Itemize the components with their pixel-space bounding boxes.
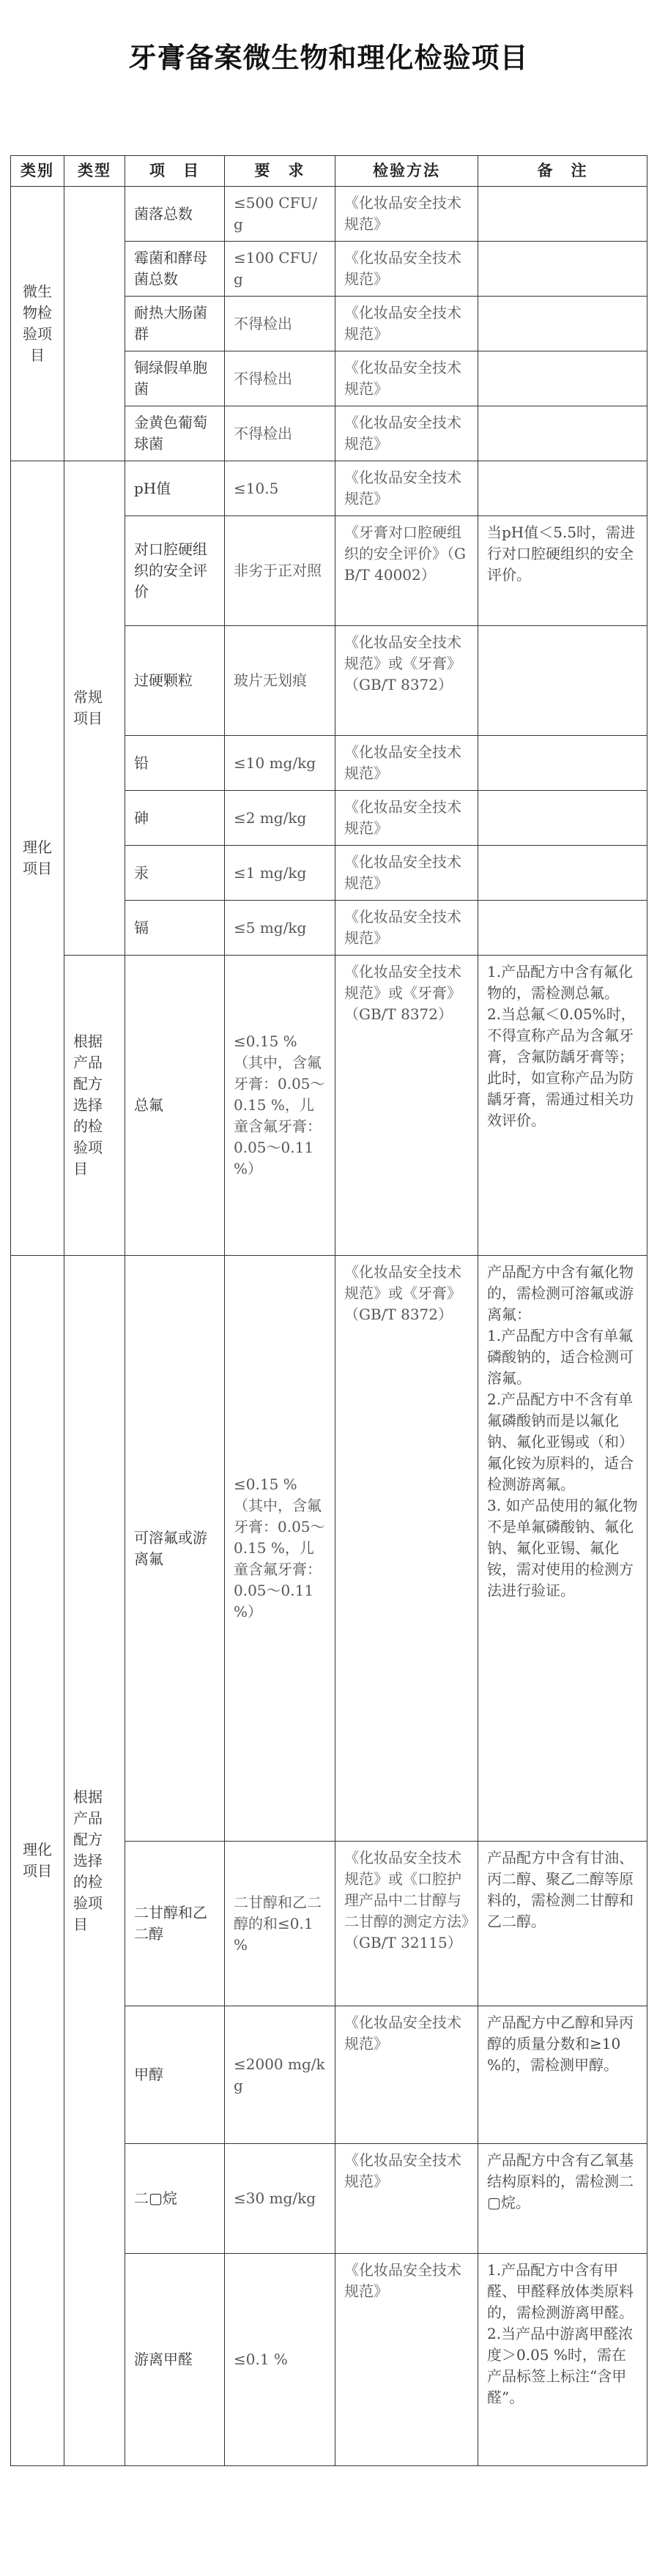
note-cell (478, 242, 647, 297)
type-cell (64, 187, 125, 461)
type-cell: 根据产品配方选择的检验项目 (64, 956, 125, 1256)
requirement-cell: ≤1 mg/kg (225, 846, 335, 901)
item-cell: 过硬颗粒 (125, 626, 225, 736)
table-row (11, 956, 647, 1256)
table-header-row (11, 156, 647, 187)
requirement-cell: ≤2000 mg/kg (225, 2006, 335, 2144)
item-cell: pH值 (125, 461, 225, 516)
note-cell: 当pH值＜5.5时，需进行对口腔硬组织的安全评价。 (478, 516, 647, 626)
item-cell: 游离甲醛 (125, 2254, 225, 2466)
note-cell: 产品配方中含有氟化物的，需检测可溶氟或游离氟： 1.产品配方中含有单氟磷酸钠的，适合检测可溶氟。 2.产品配方中不含有单氟磷酸钠而是以氟化钠、氟化亚锡或（和）氟化铵为原料的，适合检测游离氟。 3. 如产品使用的氟化物不是单氟磷酸钠、氟化钠、氟化亚锡、氟化铵，需对使用的检测方法进行验证。 (478, 1256, 647, 1842)
note-cell (478, 351, 647, 406)
requirement-cell: 二甘醇和乙二醇的和≤0.1 % (225, 1842, 335, 2006)
method-cell: 《化妆品安全技术规范》 (335, 2006, 478, 2144)
method-cell: 《化妆品安全技术规范》 (335, 2144, 478, 2254)
note-cell (478, 846, 647, 901)
note-cell (478, 297, 647, 351)
requirement-cell: ≤10.5 (225, 461, 335, 516)
header-item: 项 目 (125, 156, 225, 187)
requirement-cell: 不得检出 (225, 351, 335, 406)
method-cell: 《化妆品安全技术规范》 (335, 406, 478, 461)
method-cell: 《化妆品安全技术规范》 (335, 187, 478, 242)
item-cell: 金黄色葡萄球菌 (125, 406, 225, 461)
item-cell: 总氟 (125, 956, 225, 1256)
inspection-table (10, 155, 647, 2466)
method-cell: 《化妆品安全技术规范》 (335, 2254, 478, 2466)
note-cell (478, 791, 647, 846)
note-cell: 1.产品配方中含有氟化物的，需检测总氟。 2.当总氟＜0.05%时，不得宣称产品为含氟牙膏，含氟防龋牙膏等；此时，如宣称产品为防龋牙膏，需通过相关功效评价。 (478, 956, 647, 1256)
item-cell: 二▢烷 (125, 2144, 225, 2254)
page-title: 牙膏备案微生物和理化检验项目 (128, 42, 529, 74)
method-cell: 《化妆品安全技术规范》 (335, 297, 478, 351)
requirement-cell: ≤500 CFU/g (225, 187, 335, 242)
method-cell: 《化妆品安全技术规范》 (335, 242, 478, 297)
note-cell: 产品配方中乙醇和异丙醇的质量分数和≥10 %的，需检测甲醇。 (478, 2006, 647, 2144)
requirement-cell: ≤2 mg/kg (225, 791, 335, 846)
requirement-cell: ≤0.15 %（其中，含氟牙膏：0.05～0.15 %，儿童含氟牙膏：0.05～0.11 %） (225, 1256, 335, 1842)
item-cell: 砷 (125, 791, 225, 846)
category-cell: 理化项目 (11, 461, 64, 1256)
item-cell: 对口腔硬组织的安全评价 (125, 516, 225, 626)
header-note: 备 注 (478, 156, 647, 187)
type-cell: 根据产品配方选择的检验项目 (64, 1256, 125, 2466)
item-cell: 二甘醇和乙二醇 (125, 1842, 225, 2006)
note-cell (478, 187, 647, 242)
requirement-cell: ≤30 mg/kg (225, 2144, 335, 2254)
item-cell: 霉菌和酵母菌总数 (125, 242, 225, 297)
method-cell: 《化妆品安全技术规范》或《牙膏》（GB/T 8372） (335, 1256, 478, 1842)
note-cell (478, 736, 647, 791)
note-cell (478, 406, 647, 461)
requirement-cell: 不得检出 (225, 406, 335, 461)
note-cell: 产品配方中含有乙氧基结构原料的，需检测二▢烷。 (478, 2144, 647, 2254)
header-category: 类别 (11, 156, 64, 187)
table-row (11, 187, 647, 242)
method-cell: 《化妆品安全技术规范》 (335, 846, 478, 901)
table-row (11, 461, 647, 516)
header-type: 类型 (64, 156, 125, 187)
method-cell: 《牙膏对口腔硬组织的安全评价》（GB/T 40002） (335, 516, 478, 626)
requirement-cell: 玻片无划痕 (225, 626, 335, 736)
method-cell: 《化妆品安全技术规范》 (335, 791, 478, 846)
item-cell: 可溶氟或游离氟 (125, 1256, 225, 1842)
item-cell: 镉 (125, 901, 225, 956)
requirement-cell: 非劣于正对照 (225, 516, 335, 626)
item-cell: 甲醇 (125, 2006, 225, 2144)
header-method: 检验方法 (335, 156, 478, 187)
requirement-cell: ≤0.15 %（其中，含氟牙膏：0.05～0.15 %，儿童含氟牙膏：0.05～0.11 %） (225, 956, 335, 1256)
method-cell: 《化妆品安全技术规范》 (335, 901, 478, 956)
item-cell: 耐热大肠菌群 (125, 297, 225, 351)
category-cell: 微生物检验项目 (11, 187, 64, 461)
category-cell: 理化项目 (11, 1256, 64, 2466)
note-cell: 产品配方中含有甘油、丙二醇、聚乙二醇等原料的，需检测二甘醇和乙二醇。 (478, 1842, 647, 2006)
method-cell: 《化妆品安全技术规范》 (335, 351, 478, 406)
requirement-cell: ≤0.1 % (225, 2254, 335, 2466)
requirement-cell: ≤100 CFU/g (225, 242, 335, 297)
item-cell: 铜绿假单胞菌 (125, 351, 225, 406)
item-cell: 铅 (125, 736, 225, 791)
note-cell (478, 461, 647, 516)
method-cell: 《化妆品安全技术规范》 (335, 461, 478, 516)
method-cell: 《化妆品安全技术规范》或《牙膏》（GB/T 8372） (335, 626, 478, 736)
note-cell (478, 901, 647, 956)
item-cell: 菌落总数 (125, 187, 225, 242)
table-row (11, 1256, 647, 1842)
note-cell: 1.产品配方中含有甲醛、甲醛释放体类原料的，需检测游离甲醛。 2.当产品中游离甲醛浓度＞0.05 %时，需在产品标签上标注“含甲醛”。 (478, 2254, 647, 2466)
type-cell: 常规项目 (64, 461, 125, 956)
method-cell: 《化妆品安全技术规范》或《口腔护理产品中二甘醇与二甘醇的测定方法》（GB/T 32115） (335, 1842, 478, 2006)
method-cell: 《化妆品安全技术规范》或《牙膏》（GB/T 8372） (335, 956, 478, 1256)
requirement-cell: ≤10 mg/kg (225, 736, 335, 791)
item-cell: 汞 (125, 846, 225, 901)
header-requirement: 要 求 (225, 156, 335, 187)
requirement-cell: ≤5 mg/kg (225, 901, 335, 956)
method-cell: 《化妆品安全技术规范》 (335, 736, 478, 791)
note-cell (478, 626, 647, 736)
requirement-cell: 不得检出 (225, 297, 335, 351)
